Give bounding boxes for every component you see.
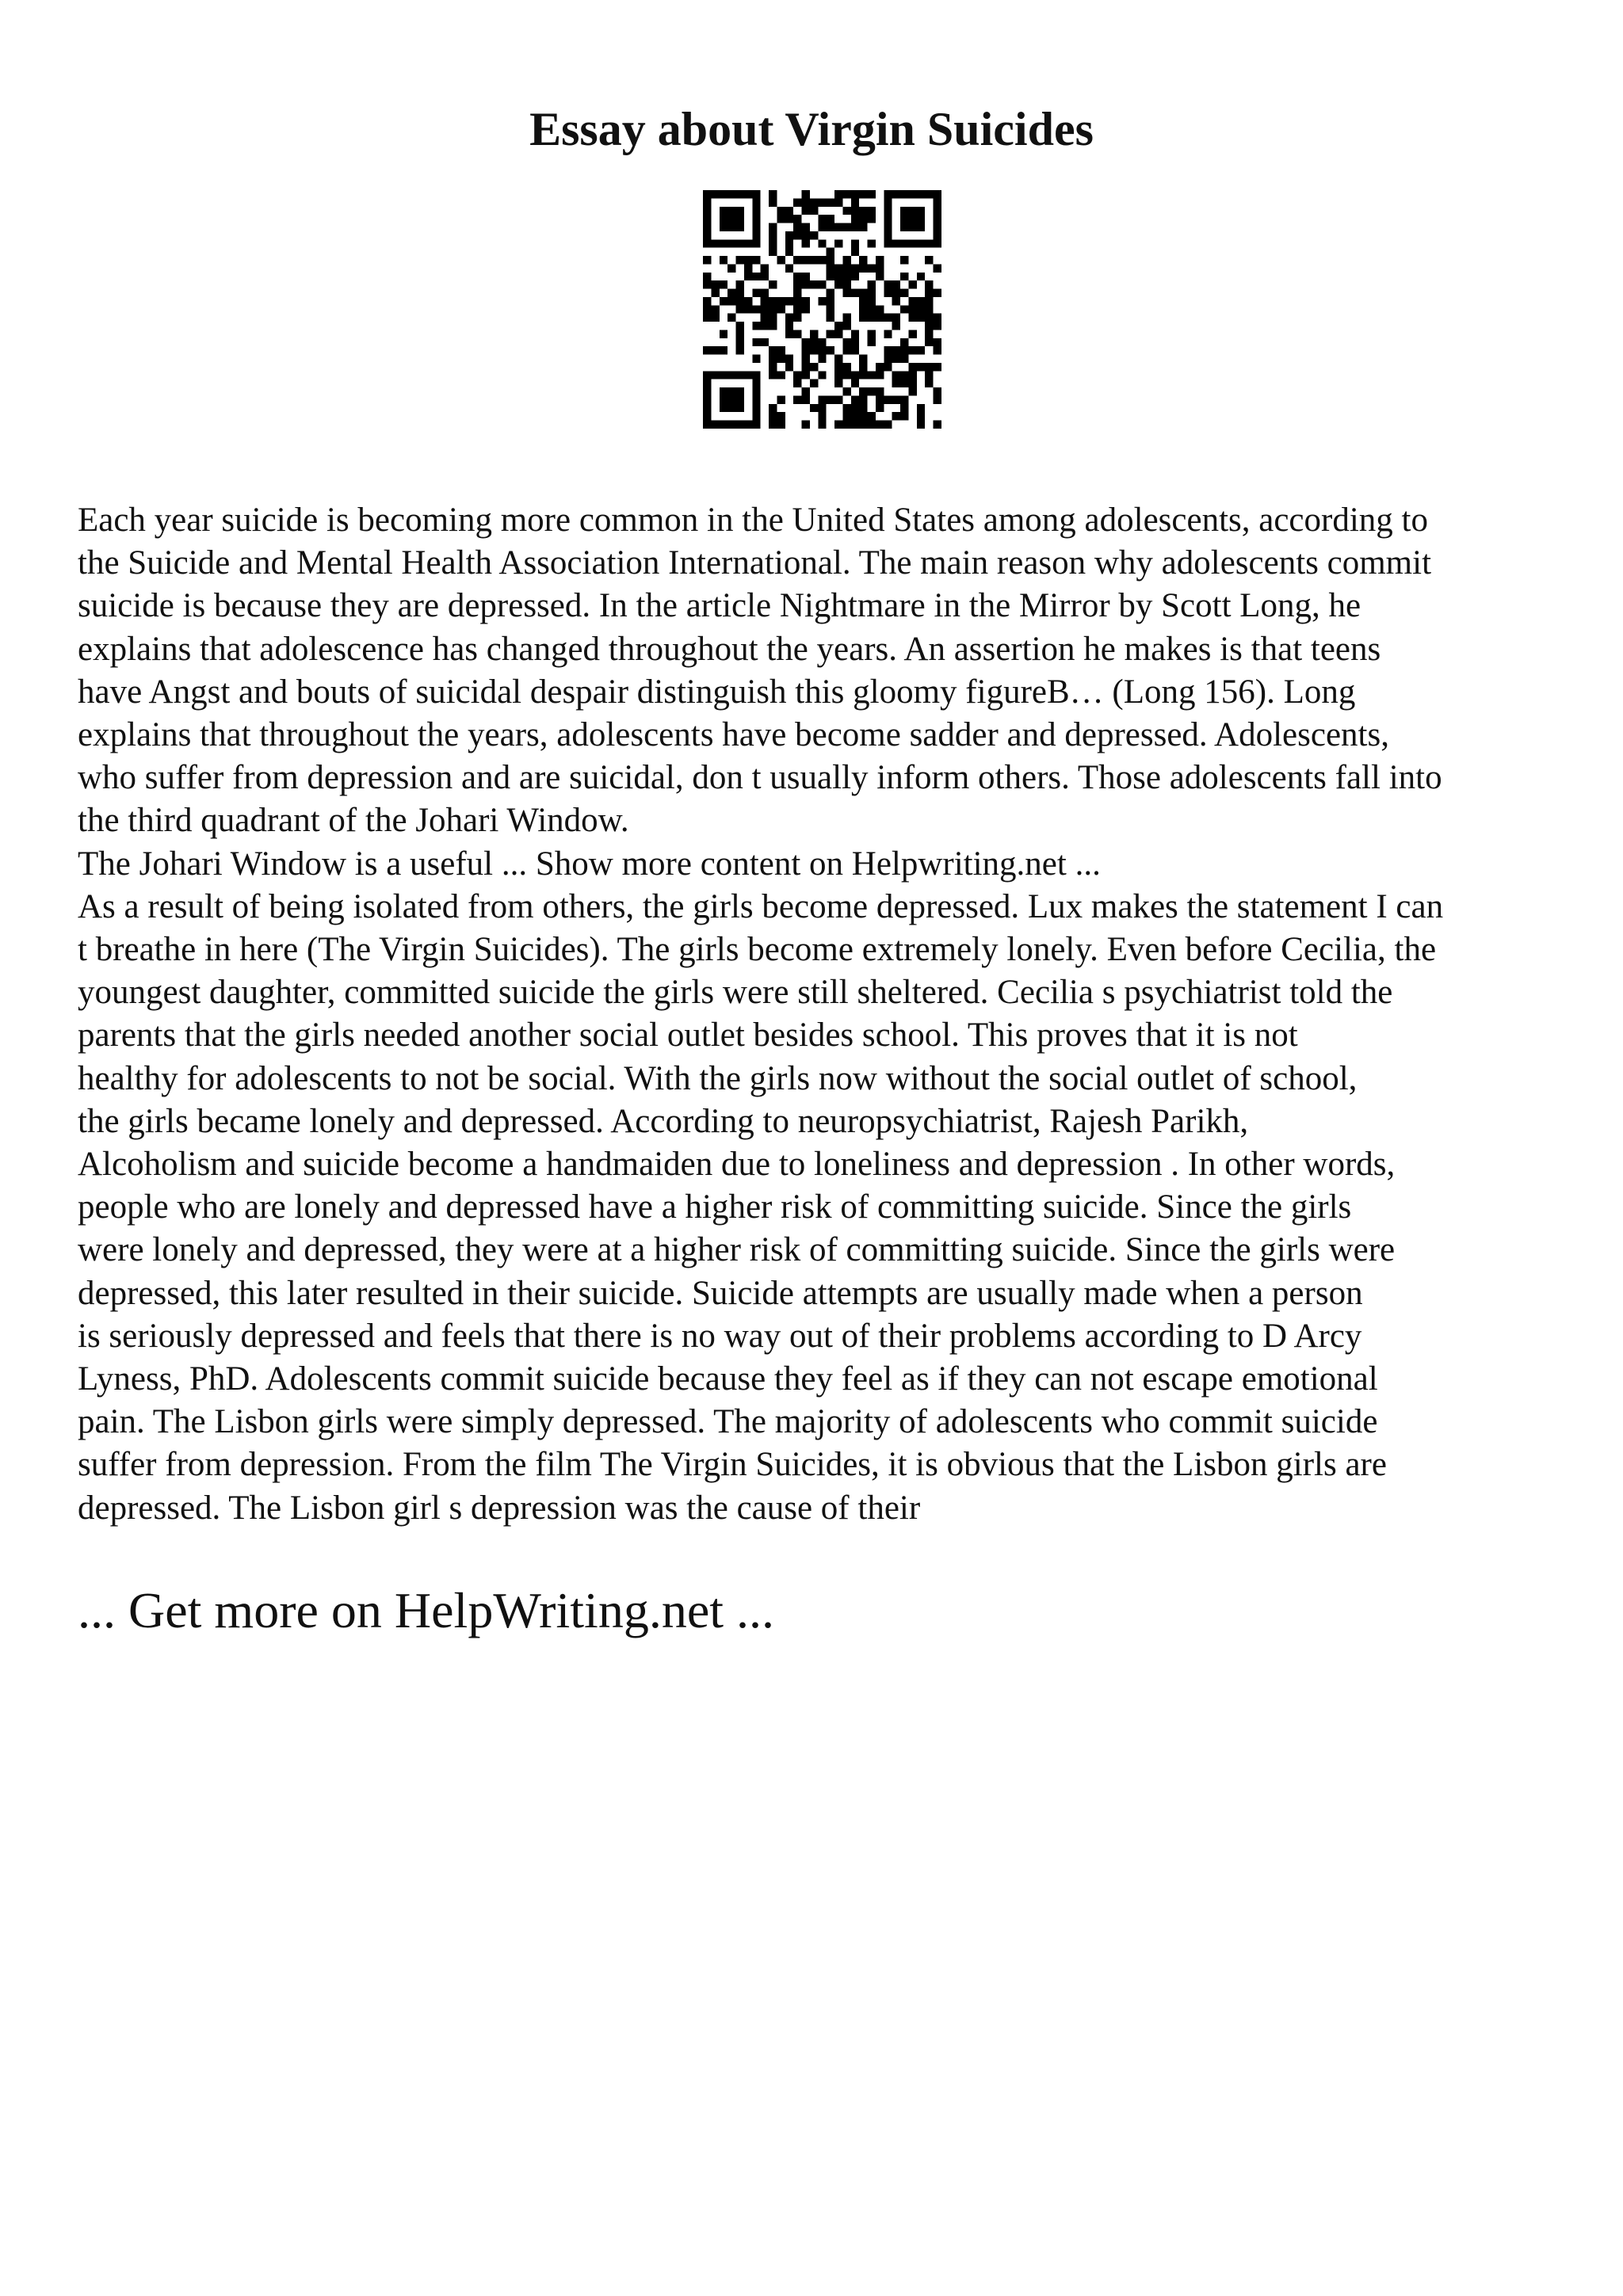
essay-line: healthy for adolescents to not be social. With the girls now without the social outlet of school, [78,1059,1358,1097]
essay-line: people who are lonely and depressed have a higher risk of committing suicide. Since the girls [78,1188,1352,1226]
essay-line: the third quadrant of the Johari Window. [78,802,629,840]
essay-line: who suffer from depression and are suicidal, don t usually inform others. Those adolescents fall into [78,759,1442,797]
essay-line: The Johari Window is a useful ... Show more content on Helpwriting.net ... [78,845,1101,883]
get-more-link[interactable]: ... Get more on HelpWriting.net ... [78,1582,774,1638]
essay-line: youngest daughter, committed suicide the girls were still sheltered. Cecilia s psychiatrist told the [78,974,1393,1012]
essay-line: have Angst and bouts of suicidal despair distinguish this gloomy figureB… (Long 156). Long [78,673,1356,711]
essay-line: As a result of being isolated from others, the girls become depressed. Lux makes the statement I can [78,887,1444,925]
essay-line: is seriously depressed and feels that there is no way out of their problems according to D Arcy [78,1317,1362,1355]
essay-line: the Suicide and Mental Health Association International. The main reason why adolescents commit [78,544,1432,582]
essay-line: t breathe in here (The Virgin Suicides). The girls become extremely lonely. Even before Cecilia, the [78,931,1437,969]
qr-code-icon [703,190,941,429]
essay-line: the girls became lonely and depressed. According to neuropsychiatrist, Rajesh Parikh, [78,1102,1249,1140]
essay-line: depressed, this later resulted in their suicide. Suicide attempts are usually made when a person [78,1274,1363,1312]
essay-line: Lyness, PhD. Adolescents commit suicide because they feel as if they can not escape emotional [78,1360,1378,1398]
document-title: Essay about Virgin Suicides [529,103,1094,155]
essay-line: Alcoholism and suicide become a handmaiden due to loneliness and depression . In other words, [78,1146,1396,1184]
essay-body [78,499,1568,1530]
essay-line: were lonely and depressed, they were at a higher risk of committing suicide. Since the girls were [78,1231,1396,1269]
essay-line: explains that adolescence has changed throughout the years. An assertion he makes is that teens [78,630,1381,668]
essay-line: depressed. The Lisbon girl s depression was the cause of their [78,1489,921,1527]
essay-line: explains that throughout the years, adolescents have become sadder and depressed. Adolescents, [78,716,1389,754]
essay-line: suicide is because they are depressed. In the article Nightmare in the Mirror by Scott Long, he [78,587,1361,625]
essay-line: suffer from depression. From the film The Virgin Suicides, it is obvious that the Lisbon girls are [78,1446,1387,1484]
essay-line: pain. The Lisbon girls were simply depressed. The majority of adolescents who commit suicide [78,1403,1378,1441]
essay-line: Each year suicide is becoming more common in the United States among adolescents, according to [78,502,1428,539]
essay-line: parents that the girls needed another social outlet besides school. This proves that it is not [78,1016,1298,1055]
